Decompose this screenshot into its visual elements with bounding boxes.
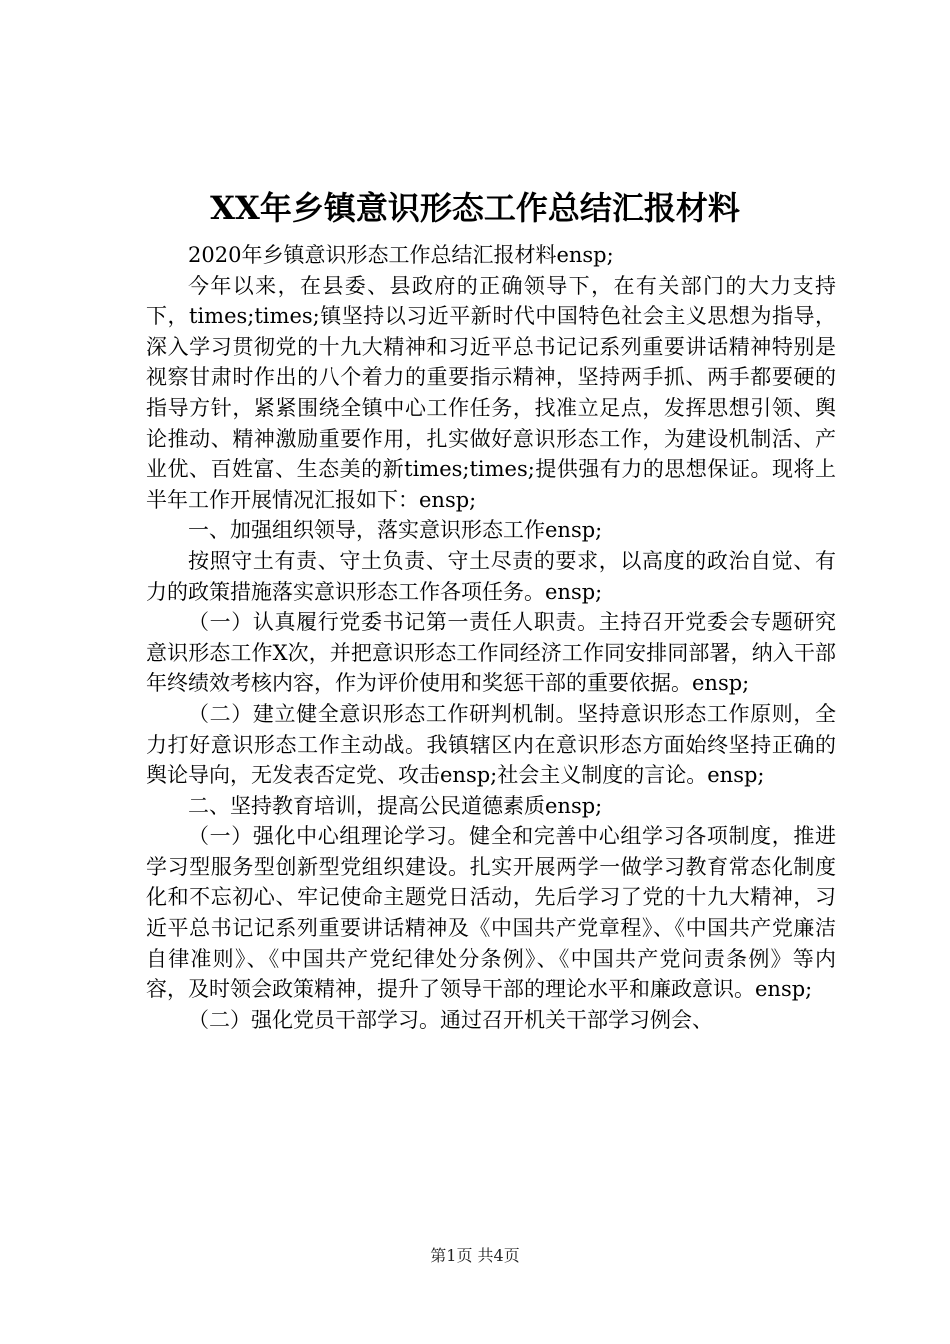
paragraph-intro-title: 2020年乡镇意识形态工作总结汇报材料ensp; bbox=[188, 243, 614, 267]
section-heading-1: 一、加强组织领导，落实意识形态工作ensp; bbox=[188, 518, 603, 543]
paragraph-overview: 今年以来，在县委、县政府的正确领导下，在有关部门的大力支持下，times;times;镇坚持以习近平新时代中国特色社会主义思想为指导，深入学习贯彻党的十九大精神和习近平总书记记系列重要讲话精神特别是视察甘肃时作出的八个着力的重要指示精神，坚持两手抓、两手都要硬的指导方针，紧紧围绕全镇中心工作任务，找准立足点，发挥思想引领、舆论推动、精神激励重要作用，扎实做好意识形态工作，为建设机制活、产业优、百姓富、生态美的新times;times;提供强有力的思想保证。现将上半年工作开展情况汇报如下：ensp; bbox=[146, 273, 836, 512]
page-footer bbox=[0, 1244, 950, 1268]
document-body bbox=[146, 240, 836, 1035]
subsection-2-2: （二）强化党员干部学习。通过召开机关干部学习例会、 bbox=[188, 1007, 713, 1032]
subsection-1-2: （二）建立健全意识形态工作研判机制。坚持意识形态工作原则，全力打好意识形态工作主动战。我镇辖区内在意识形态方面始终坚持正确的舆论导向，无发表否定党、攻击ensp;社会主义制度的言论。ensp; bbox=[146, 701, 836, 788]
section-heading-2: 二、坚持教育培训，提高公民道德素质ensp; bbox=[188, 793, 603, 818]
page-indicator: 第1页 共4页 bbox=[430, 1246, 520, 1265]
subsection-1-1: （一）认真履行党委书记第一责任人职责。主持召开党委会专题研究意识形态工作X次，并把意识形态工作同经济工作同安排同部署，纳入干部年终绩效考核内容，作为评价使用和奖惩干部的重要依据。ensp; bbox=[146, 610, 836, 696]
document-title: XX年乡镇意识形态工作总结汇报材料 bbox=[210, 189, 740, 227]
subsection-2-1: （一）强化中心组理论学习。健全和完善中心组学习各项制度，推进学习型服务型创新型党组织建设。扎实开展两学一做学习教育常态化制度化和不忘初心、牢记使命主题党日活动，先后学习了党的十九大精神，习近平总书记记系列重要讲话精神及《中国共产党章程》、《中国共产党廉洁自律准则》、《中国共产党纪律处分条例》、《中国共产党问责条例》等内容，及时领会政策精神，提升了领导干部的理论水平和廉政意识。ensp; bbox=[146, 824, 836, 1002]
paragraph-section-1: 按照守土有责、守土负责、守土尽责的要求，以高度的政治自觉、有力的政策措施落实意识形态工作各项任务。ensp; bbox=[146, 548, 836, 604]
